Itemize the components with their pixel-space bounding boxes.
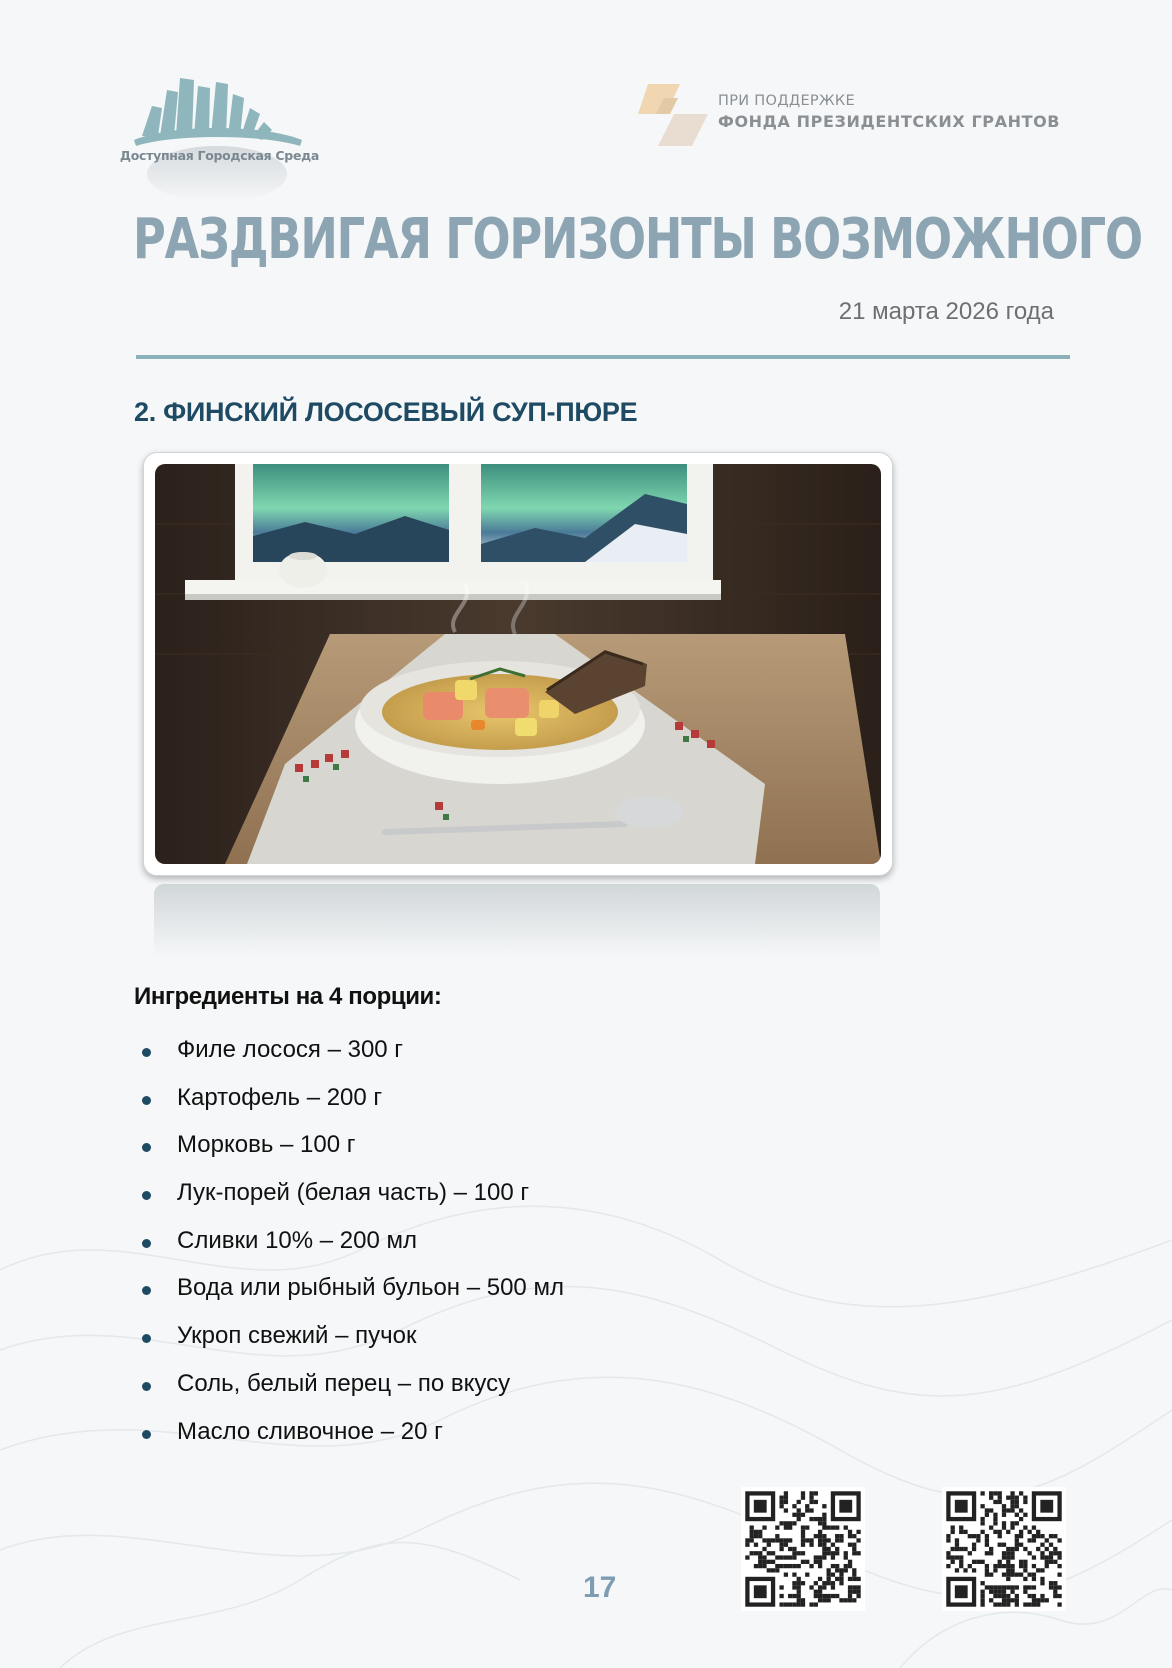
bullet-icon <box>142 1191 151 1200</box>
ingredients-title: Ингредиенты на 4 порции: <box>134 983 442 1010</box>
page-title: РАЗДВИГАЯ ГОРИЗОНТЫ ВОЗМОЖНОГО <box>133 207 1142 272</box>
ingredient-text: Соль, белый перец – по вкусу <box>177 1369 511 1397</box>
ingredient-text: Масло сливочное – 20 г <box>177 1417 443 1445</box>
ingredient-item <box>134 1175 564 1223</box>
ingredient-item <box>134 1032 564 1080</box>
photo-reflection <box>154 884 880 956</box>
qr-code-right[interactable] <box>942 1487 1066 1611</box>
ingredient-text: Филе лосося – 300 г <box>177 1036 404 1063</box>
recipe-photo-frame <box>143 452 893 876</box>
bullet-icon <box>142 1286 151 1295</box>
grant-support-label: ПРИ ПОДДЕРЖКЕ <box>718 93 855 109</box>
city-skyline-icon <box>112 74 327 204</box>
ingredient-item <box>134 1414 564 1462</box>
bullet-icon <box>142 1334 151 1343</box>
bullet-icon <box>142 1382 151 1391</box>
bullet-icon <box>142 1096 151 1105</box>
ingredient-item <box>134 1223 564 1271</box>
grants-emblem-icon <box>638 84 710 146</box>
ingredient-item <box>134 1080 564 1128</box>
qr-code-icon <box>942 1487 1066 1611</box>
ingredients-list <box>134 1032 564 1461</box>
grant-fund-label: ФОНДА ПРЕЗИДЕНТСКИХ ГРАНТОВ <box>718 112 1061 131</box>
bullet-icon <box>142 1430 151 1439</box>
header-divider <box>136 355 1070 359</box>
qr-code-icon <box>741 1487 865 1611</box>
ingredient-text: Сливки 10% – 200 мл <box>177 1226 417 1254</box>
recipe-title: 2. ФИНСКИЙ ЛОСОСЕВЫЙ СУП-ПЮРЕ <box>134 397 638 427</box>
bullet-icon <box>142 1239 151 1248</box>
ingredient-item <box>134 1366 564 1414</box>
ingredient-text: Укроп свежий – пучок <box>177 1322 417 1350</box>
ingredient-text: Картофель – 200 г <box>177 1083 383 1111</box>
salmon-soup-photo <box>155 464 881 864</box>
bullet-icon <box>142 1143 151 1152</box>
ingredient-item <box>134 1270 564 1318</box>
accessible-city-logo <box>112 74 327 204</box>
presidential-grants-logo <box>638 84 1078 146</box>
ingredient-item <box>134 1318 564 1366</box>
page-number: 17 <box>583 1571 617 1604</box>
ingredient-text: Вода или рыбный бульон – 500 мл <box>177 1274 564 1302</box>
ingredient-text: Морковь – 100 г <box>177 1131 356 1159</box>
logo-left-text: Доступная Городская Среда <box>119 148 320 163</box>
ingredient-item <box>134 1127 564 1175</box>
document-date: 21 марта 2026 года <box>838 298 1054 325</box>
ingredient-text: Лук-порей (белая часть) – 100 г <box>177 1179 530 1207</box>
qr-code-left[interactable] <box>741 1487 865 1611</box>
bullet-icon <box>142 1048 151 1057</box>
